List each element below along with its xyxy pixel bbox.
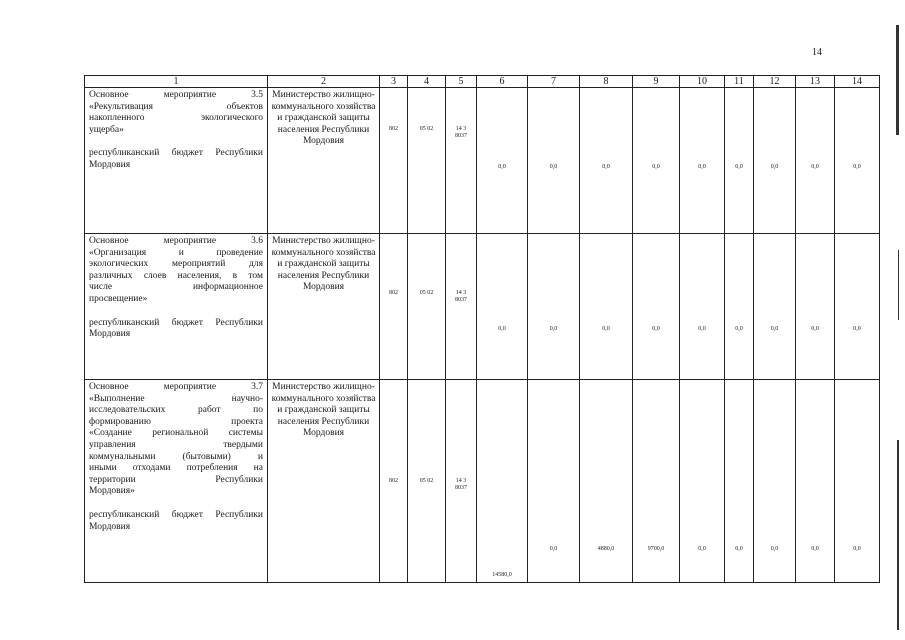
funding-value-cell <box>580 88 633 234</box>
scan-edge-mark <box>896 25 899 135</box>
activity-description-line: экологических мероприятий для <box>89 259 263 270</box>
responsible-org-cell <box>268 380 380 583</box>
activity-description-line: накопленного экологического <box>89 113 263 124</box>
table-row <box>85 234 880 380</box>
funding-value-cell <box>835 88 880 234</box>
budget-code: 05 02 <box>419 290 434 296</box>
activity-description-line: коммунальными (бытовыми) и <box>89 451 263 462</box>
funding-value-cell <box>477 234 528 380</box>
budget-code: 14 3 8037 <box>455 126 467 139</box>
activity-description-line: «Рекультивация объектов <box>89 101 263 112</box>
activity-description-line: просвещение» <box>89 293 148 304</box>
funding-value-cell <box>528 234 580 380</box>
funding-value-cell <box>633 380 680 583</box>
funding-value-cell <box>796 88 835 234</box>
activity-description-line: числе информационное <box>89 282 263 293</box>
funding-value: 0,0 <box>735 326 743 332</box>
page-number: 14 <box>812 47 822 58</box>
funding-value-cell <box>725 234 754 380</box>
funding-value: 0,0 <box>602 164 610 170</box>
funding-value-cell <box>680 380 725 583</box>
funding-value-cell <box>580 234 633 380</box>
funding-value-cell <box>633 88 680 234</box>
program-table <box>84 75 880 583</box>
responsible-org: Министерство жилищно-коммунального хозяйства и гражданской защиты населения Республики Мордовия <box>271 90 376 147</box>
funding-value: 0,0 <box>853 164 861 170</box>
funding-value-cell <box>680 234 725 380</box>
funding-value: 0,0 <box>498 326 506 332</box>
funding-value: 0,0 <box>698 326 706 332</box>
budget-source: республиканский бюджет Республики Мордовия <box>89 148 263 170</box>
funding-value: 0,0 <box>549 546 558 552</box>
scan-edge-mark <box>898 250 899 320</box>
budget-code-cell <box>380 380 408 583</box>
funding-value-cell <box>528 88 580 234</box>
header-cell: 8 <box>580 76 633 88</box>
activity-description-line: формированию проекта <box>89 416 263 427</box>
activity-description-line: ущерба» <box>89 124 124 135</box>
funding-value: 14580,0 <box>492 572 512 578</box>
funding-value-cell <box>725 380 754 583</box>
header-cell: 11 <box>725 76 754 88</box>
funding-value: 0,0 <box>770 164 779 170</box>
funding-value-cell <box>680 88 725 234</box>
budget-code-cell <box>446 234 477 380</box>
responsible-org-cell <box>268 88 380 234</box>
funding-value-cell <box>580 380 633 583</box>
funding-value-cell <box>835 234 880 380</box>
funding-value: 0,0 <box>770 326 779 332</box>
header-cell: 7 <box>528 76 580 88</box>
activity-description-line: исследовательских работ по <box>89 405 263 416</box>
funding-value-cell <box>477 88 528 234</box>
funding-value-cell <box>754 88 796 234</box>
activity-description-line: «Организация и проведение <box>89 247 263 258</box>
activity-description-line: «Выполнение научно- <box>89 393 263 404</box>
funding-value-cell <box>796 380 835 583</box>
funding-value-cell <box>754 234 796 380</box>
budget-code-cell <box>380 88 408 234</box>
funding-value-cell <box>835 380 880 583</box>
funding-value: 0,0 <box>652 326 660 332</box>
activity-description-line: территории Республики <box>89 474 263 485</box>
budget-code-cell <box>408 234 446 380</box>
budget-code: 14 3 8037 <box>455 478 467 491</box>
funding-value-cell <box>754 380 796 583</box>
activity-description-line: различных слоев населения, в том <box>89 270 263 281</box>
activity-description-line: управления твердыми <box>89 439 263 450</box>
funding-value: 9700,0 <box>647 546 665 552</box>
activity-description-line: Основное мероприятие 3.5 <box>89 90 263 100</box>
header-cell: 2 <box>268 76 380 88</box>
funding-value: 0,0 <box>811 326 819 332</box>
responsible-org-cell <box>268 234 380 380</box>
funding-value: 0,0 <box>549 326 558 332</box>
funding-value: 0,0 <box>549 164 558 170</box>
activity-description-line: Мордовия» <box>89 486 135 497</box>
budget-source: республиканский бюджет Республики Мордовия <box>89 317 263 340</box>
funding-value: 0,0 <box>698 546 706 552</box>
funding-value: 0,0 <box>652 164 660 170</box>
activity-description-cell <box>85 380 268 583</box>
budget-code: 05 02 <box>419 478 434 484</box>
header-row <box>85 76 880 88</box>
header-cell: 14 <box>835 76 880 88</box>
funding-value: 0,0 <box>853 546 861 552</box>
header-cell: 1 <box>85 76 268 88</box>
header-cell: 10 <box>680 76 725 88</box>
funding-value-cell <box>725 88 754 234</box>
activity-description-cell <box>85 88 268 234</box>
funding-value: 0,0 <box>735 546 743 552</box>
header-cell: 13 <box>796 76 835 88</box>
activity-description-line: Основное мероприятие 3.6 <box>89 236 263 246</box>
funding-value-cell <box>796 234 835 380</box>
budget-code-cell <box>408 88 446 234</box>
funding-value: 0,0 <box>811 164 819 170</box>
responsible-org: Министерство жилищно-коммунального хозяйства и гражданской защиты населения Республики Мордовия <box>271 382 376 439</box>
funding-value: 0,0 <box>602 326 610 332</box>
funding-value: 0,0 <box>735 164 743 170</box>
funding-value: 0,0 <box>498 164 506 170</box>
budget-code: 14 3 8037 <box>455 290 467 303</box>
funding-value-cell <box>477 380 528 583</box>
budget-code: 802 <box>389 290 398 296</box>
budget-code: 802 <box>389 126 398 132</box>
header-cell: 12 <box>754 76 796 88</box>
funding-value: 0,0 <box>853 326 861 332</box>
budget-code-cell <box>380 234 408 380</box>
table-row <box>85 88 880 234</box>
header-cell: 4 <box>408 76 446 88</box>
funding-value-cell <box>528 380 580 583</box>
budget-code: 05 02 <box>419 126 434 132</box>
budget-code-cell <box>446 380 477 583</box>
activity-description-line: иными отходами потребления на <box>89 463 263 474</box>
scan-edge-mark <box>897 440 899 630</box>
table-row <box>85 380 880 583</box>
budget-code-cell <box>446 88 477 234</box>
budget-code-cell <box>408 380 446 583</box>
funding-value: 0,0 <box>698 164 706 170</box>
funding-value: 0,0 <box>811 546 819 552</box>
responsible-org: Министерство жилищно-коммунального хозяйства и гражданской защиты населения Республики Мордовия <box>271 236 376 293</box>
header-cell: 3 <box>380 76 408 88</box>
activity-description-line: Основное мероприятие 3.7 <box>89 382 263 392</box>
funding-value: 0,0 <box>770 546 779 552</box>
budget-source: республиканский бюджет Республики Мордовия <box>89 509 263 532</box>
activity-description-cell <box>85 234 268 380</box>
funding-value: 4880,0 <box>597 546 615 552</box>
header-cell: 6 <box>477 76 528 88</box>
funding-value-cell <box>633 234 680 380</box>
budget-code: 802 <box>389 478 398 484</box>
header-cell: 9 <box>633 76 680 88</box>
header-cell: 5 <box>446 76 477 88</box>
activity-description-line: «Создание региональной системы <box>89 428 263 439</box>
